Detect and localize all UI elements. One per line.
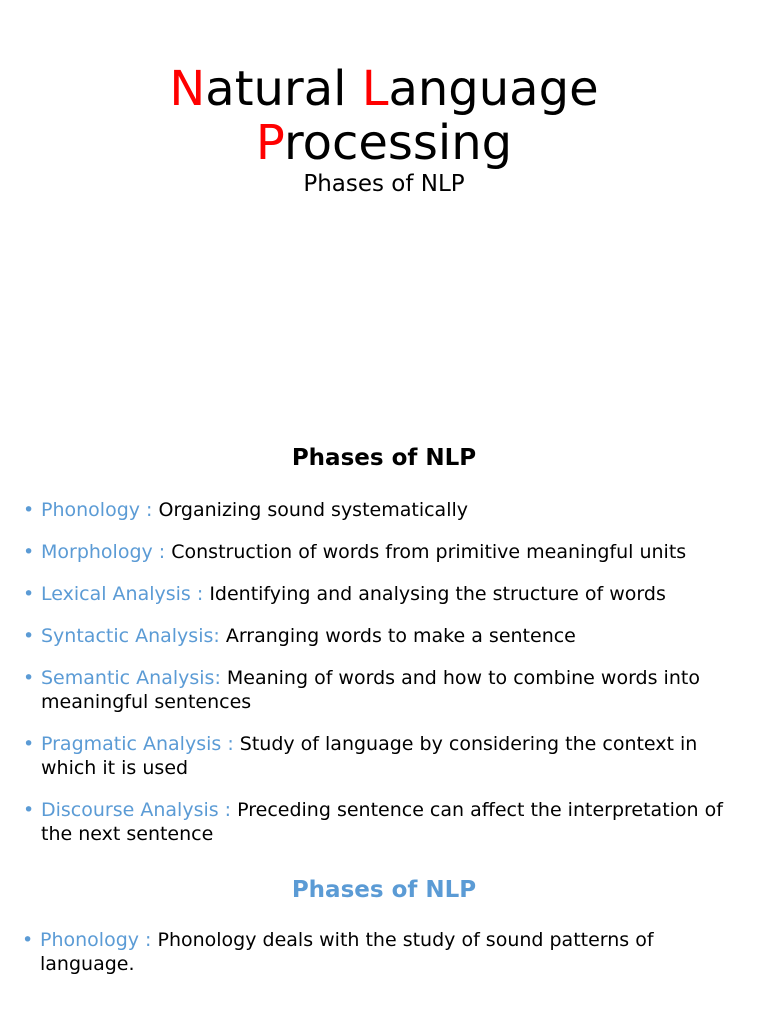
title-text-rocessing: rocessing: [283, 115, 513, 172]
list-item: [23, 540, 743, 564]
bullet-icon: •: [23, 499, 35, 521]
phase-term: Pragmatic Analysis :: [41, 733, 240, 755]
list-item: [23, 498, 743, 522]
bullet-icon: •: [23, 625, 35, 647]
phase-term: Semantic Analysis:: [41, 667, 227, 689]
list-item: [23, 666, 743, 714]
phase-description: Study of language by considering the context in which it is used: [41, 733, 698, 779]
phase-description: Preceding sentence can affect the interpretation of the next sentence: [41, 799, 723, 845]
title-letter-p: P: [255, 115, 284, 172]
phase-term: Discourse Analysis :: [41, 799, 238, 821]
bullet-icon: •: [23, 541, 35, 563]
phase-term: Syntactic Analysis:: [41, 625, 226, 647]
bullet-icon: •: [23, 583, 35, 605]
phase-description: Identifying and analysing the structure of words: [209, 583, 666, 605]
bullet-icon: •: [23, 667, 35, 689]
section-heading-phases: Phases of NLP: [291, 445, 477, 471]
list-item: [23, 732, 743, 780]
phase-description: Organizing sound systematically: [158, 499, 468, 521]
phonology-bullet-list: [22, 928, 742, 994]
bullet-icon: •: [22, 929, 34, 951]
title-text-anguage: anguage: [388, 61, 599, 118]
title-text-atural: atural: [205, 61, 362, 118]
bullet-icon: •: [23, 799, 35, 821]
phases-bullet-list: [23, 498, 743, 864]
phase-description: Arranging words to make a sentence: [225, 625, 576, 647]
slide-title: [0, 62, 768, 170]
phase-description: Phonology deals with the study of sound patterns of language.: [40, 929, 654, 975]
list-item: [23, 582, 743, 606]
phase-description: Construction of words from primitive meaningful units: [171, 541, 687, 563]
phase-term: Phonology :: [40, 929, 158, 951]
phase-term: Phonology :: [41, 499, 159, 521]
list-item: [22, 928, 742, 976]
list-item: [23, 798, 743, 846]
section-heading-phases-2: Phases of NLP: [291, 877, 477, 903]
phase-term: Lexical Analysis :: [41, 583, 210, 605]
slide-subtitle: Phases of NLP: [303, 171, 465, 197]
phase-description: Meaning of words and how to combine words into meaningful sentences: [41, 667, 700, 713]
bullet-icon: •: [23, 733, 35, 755]
title-letter-l: L: [361, 61, 389, 118]
phase-term: Morphology :: [41, 541, 172, 563]
title-letter-n: N: [169, 61, 206, 118]
list-item: [23, 624, 743, 648]
